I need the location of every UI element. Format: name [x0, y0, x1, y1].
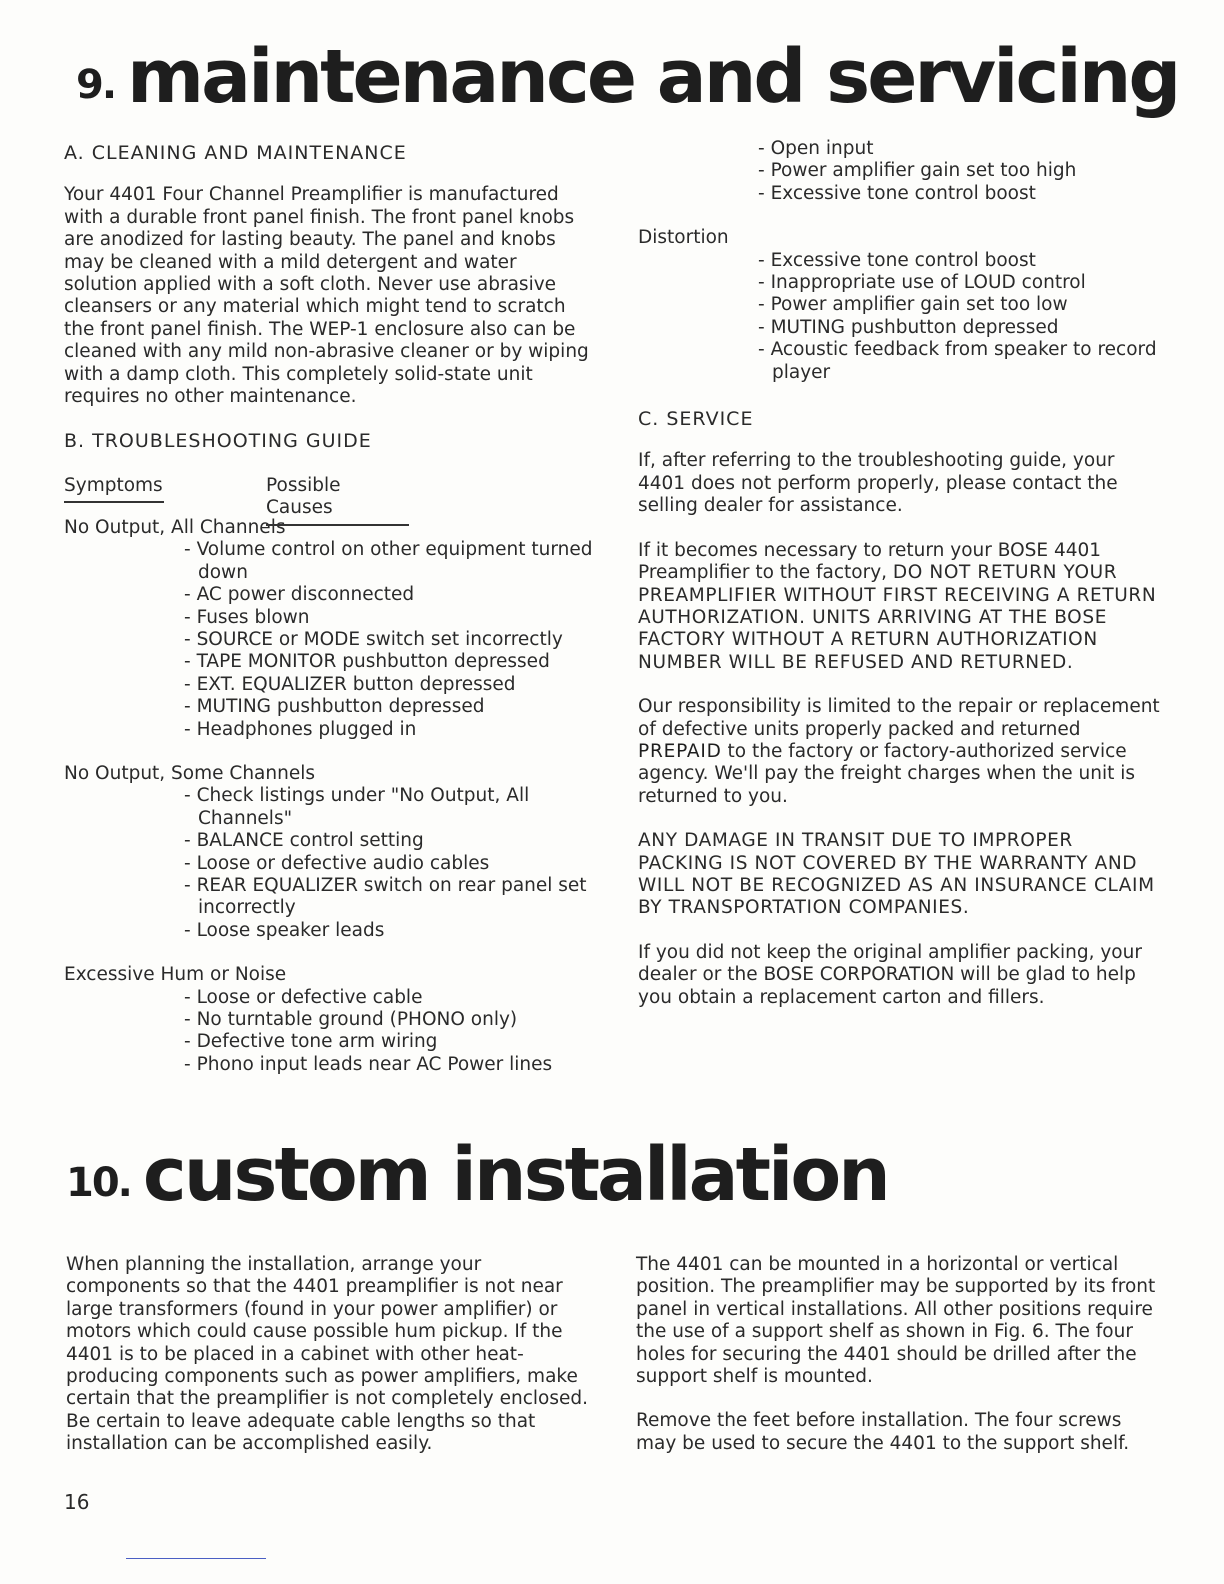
section-10-title-text: custom installation: [142, 1132, 888, 1218]
cause-item: - Phono input leads near AC Power lines: [184, 1053, 553, 1075]
cause-item: - Volume control on other equipment turned down: [184, 539, 593, 583]
symptom-group-distortion: [638, 227, 1162, 384]
cause-item: - Open input: [758, 138, 874, 159]
cause-item: - Check listings under "No Output, All Channels": [184, 785, 530, 829]
cause-list: [638, 250, 1162, 384]
cause-item: - REAR EQUALIZER switch on rear panel set incorrectly: [184, 874, 587, 919]
section-10-left-column: [66, 1254, 600, 1456]
cause-item: - BALANCE control setting: [184, 830, 424, 852]
service-paragraph-packing: If you did not keep the original amplifier packing, your dealer or the BOSE CORPORATION will be glad to help you obtain a replacement carton and fillers.: [638, 941, 1142, 1008]
footer-rule: [126, 1558, 266, 1559]
page-number: 16: [64, 1490, 90, 1514]
section-9-title: [76, 34, 1179, 120]
symptom-label: Excessive Hum or Noise: [64, 964, 287, 986]
cleaning-body: Your 4401 Four Channel Preamplifier is manufactured with a durable front panel finish. The front panel knobs are anodized for lasting beauty. The panel and knobs may be cleaned with a mild detergent and water solution applied with a soft cloth. Never use abrasive cleansers or any material which might tend to scratch the front panel finish. The WEP-1 enclosure also can be cleaned with any mild non-abrasive cleaner or by wiping with a damp cloth. This completely solid-state unit requires no other maintenance.: [64, 184, 589, 408]
symptom-group: [64, 763, 594, 942]
section-10-right-column: [636, 1254, 1160, 1455]
installation-paragraph: When planning the installation, arrange your components so that the 4401 preamplifier is not near large transformers (found in your power amplifier) or motors which could cause possible hum pickup. If the 4401 is to be placed in a cabinet with other heat-producing components such as power amplifiers, make certain that the preamplifier is not completely enclosed. Be certain to leave adequate cable lengths so that installation can be accomplished easily.: [66, 1254, 589, 1455]
cause-item: - Headphones plugged in: [184, 718, 417, 740]
cause-item: - Loose or defective audio cables: [184, 852, 490, 874]
cleaning-heading: A. CLEANING AND MAINTENANCE: [64, 142, 407, 164]
cause-item: - AC power disconnected: [184, 584, 415, 606]
cause-item: - Inappropriate use of LOUD control: [758, 272, 1086, 294]
cause-item: - TAPE MONITOR pushbutton depressed: [184, 651, 550, 673]
symptom-label: No Output, All Channels: [64, 516, 286, 538]
troubleshooting-column-headers: [64, 474, 594, 519]
cause-item: - No turntable ground (PHONO only): [184, 1009, 518, 1030]
cause-list: [64, 539, 594, 741]
cause-item: - MUTING pushbutton depressed: [758, 316, 1059, 338]
section-9-left-column: [64, 142, 594, 1076]
cause-item: - Defective tone arm wiring: [184, 1031, 438, 1053]
cause-list: [64, 987, 594, 1077]
section-10-title: [66, 1132, 888, 1218]
continued-cause-list: [638, 138, 1162, 205]
feet-removal-paragraph: Remove the feet before installation. The four screws may be used to secure the 4401 to the support shelf.: [636, 1410, 1130, 1454]
troubleshooting-heading: B. TROUBLESHOOTING GUIDE: [64, 430, 372, 453]
symptom-group: [64, 964, 594, 1076]
service-paragraph-responsibility: Our responsibility is limited to the repair or replacement of defective units properly packed and returned PREPAID to the factory or factory-authorized service agency. We'll pay the freight charges when the unit is returned to you.: [638, 696, 1160, 807]
symptom-label: Distortion: [638, 227, 729, 249]
cause-item: - EXT. EQUALIZER button depressed: [184, 673, 516, 695]
cause-item: - MUTING pushbutton depressed: [184, 696, 485, 718]
cause-item: - Excessive tone control boost: [758, 182, 1036, 204]
section-10-number: 10.: [66, 1160, 131, 1206]
cause-item: - Fuses blown: [184, 606, 310, 628]
return-warning-text: DO NOT RETURN YOUR PREAMPLIFIER WITHOUT FIRST RECEIVING A RETURN AUTHORIZATION. UNITS ARRIVING AT THE BOSE FACTORY WITHOUT A RETURN AUTHORIZATION NUMBER WILL BE REFUSED AND RETURNED.: [638, 562, 1157, 673]
section-9-number: 9.: [76, 62, 116, 108]
cause-item: - Excessive tone control boost: [758, 249, 1036, 271]
service-paragraph: If, after referring to the troubleshooting guide, your 4401 does not perform properly, please contact the selling dealer for assistance.: [638, 450, 1118, 517]
cause-item: - SOURCE or MODE switch set incorrectly: [184, 628, 563, 650]
section-9-right-column: [638, 138, 1162, 1009]
section-9-title-text: maintenance and servicing: [127, 34, 1179, 120]
cause-list: [64, 785, 594, 942]
transit-damage-warning: ANY DAMAGE IN TRANSIT DUE TO IMPROPER PACKING IS NOT COVERED BY THE WARRANTY AND WILL NOT BE RECOGNIZED AS AN INSURANCE CLAIM BY TRANSPORTATION COMPANIES.: [638, 830, 1155, 919]
cause-item: - Power amplifier gain set too low: [758, 294, 1068, 316]
service-heading: C. SERVICE: [638, 408, 754, 431]
service-paragraph-return: If it becomes necessary to return your BOSE 4401 Preamplifier to the factory, DO NOT RETURN YOUR PREAMPLIFIER WITHOUT FIRST RECEIVING A RETURN AUTHORIZATION. UNITS ARRIVING AT THE BOSE FACTORY WITHOUT A RETURN AUTHORIZATION NUMBER WILL BE REFUSED AND RETURNED.: [638, 539, 1157, 673]
mounting-paragraph: The 4401 can be mounted in a horizontal or vertical position. The preamplifier may be supported by its front panel in vertical installations. All other positions require the use of a support shelf as shown in Fig. 6. The four holes for securing the 4401 should be drilled after the support shelf is mounted.: [636, 1254, 1156, 1388]
cause-item: - Acoustic feedback from speaker to record player: [758, 339, 1157, 383]
symptom-label: No Output, Some Channels: [64, 762, 315, 784]
cause-item: - Loose speaker leads: [184, 919, 385, 941]
causes-column-header: Possible Causes: [266, 475, 409, 526]
cause-item: - Power amplifier gain set too high: [758, 160, 1077, 182]
symptom-group: [64, 517, 594, 741]
symptoms-column-header: Symptoms: [64, 475, 164, 503]
cause-item: - Loose or defective cable: [184, 986, 423, 1008]
